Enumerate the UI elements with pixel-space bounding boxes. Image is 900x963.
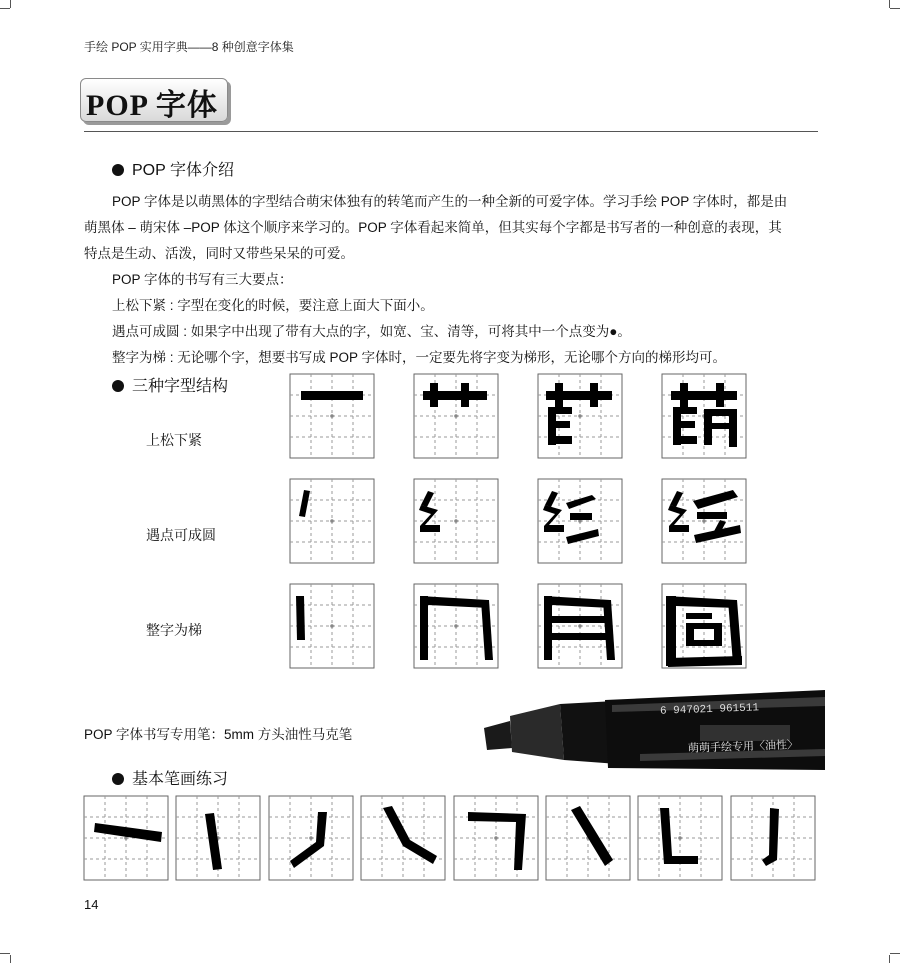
pen-brand-text: 萌萌手绘专用〈油性〉 [687,739,799,755]
stroke-step-drawing [296,596,305,640]
intro-heading-text: POP 字体介绍 [132,162,234,179]
marker-pen-image [484,690,825,770]
row-label-dot-circle: 遇点可成圆 [146,527,216,543]
point-2: 遇点可成圆 : 如果字中出现了带有大点的字，如宽、宝、清等，可将其中一个点变为●。 [112,324,631,339]
grid-cell [414,374,498,458]
intro-line: POP 字体是以萌黑体的字型结合萌宋体独有的转笔而产生的一种全新的可爱字体。学习手绘 POP 字体时，都是由 [112,194,788,209]
row-label-top-loose: 上松下紧 [146,432,202,448]
structure-heading-text: 三种字型结构 [132,378,229,395]
point-1: 上松下紧 : 字型在变化的时候，要注意上面大下面小。 [112,298,434,313]
grid-cell [290,479,374,563]
pen-barcode-text: 6 947021 961511 [659,702,760,718]
grid-cell [290,374,374,458]
strokes-heading-text: 基本笔画练习 [132,771,229,788]
stroke-practice-grid [84,796,815,880]
page-title: POP 字体 [86,89,218,122]
stroke-step-drawing [301,391,363,400]
intro-line: 萌黑体 – 萌宋体 –POP 体这个顺序来学习的。POP 字体看起来简单，但其实每个字都是书写者的一种创意的表现，其 [84,220,782,235]
intro-line: 特点是生动、活泼，同时又带些呆呆的可爱。 [84,246,354,261]
page-number: 14 [84,897,99,912]
grid-cell [638,796,722,880]
grid-cell [269,796,353,880]
points-intro: POP 字体的书写有三大要点： [112,272,293,287]
point-3: 整字为梯 : 无论哪个字，想要书写成 POP 字体时，一定要先将字变为梯形，无论哪个方向的梯形均可。 [112,350,727,365]
running-header: 手绘 POP 实用字典——8 种创意字体集 [84,40,294,54]
grid-cell [454,796,538,880]
row-label-trapezoid: 整字为梯 [146,622,202,638]
pen-label: POP 字体书写专用笔：5mm 方头油性马克笔 [84,727,353,742]
